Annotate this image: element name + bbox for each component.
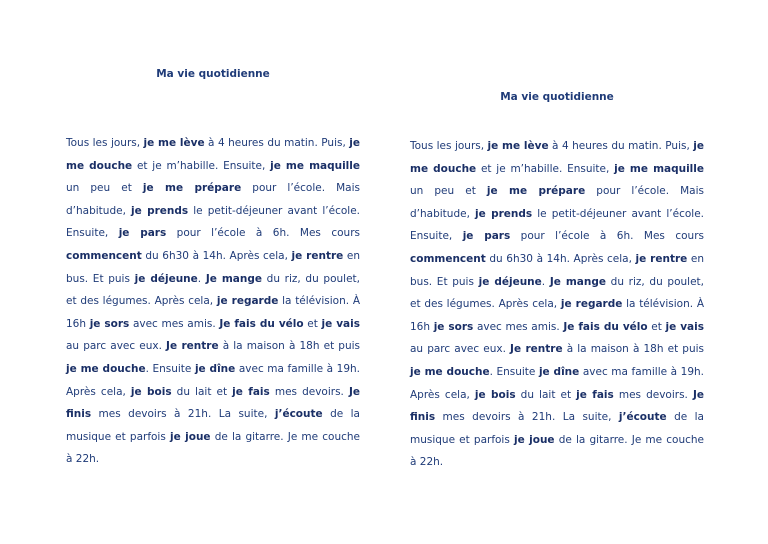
text-run: de la musique et parfois bbox=[66, 408, 360, 443]
text-run: du lait et bbox=[515, 388, 577, 401]
text-run: avec mes amis. bbox=[473, 320, 564, 333]
verb-highlight: je fais bbox=[232, 385, 270, 398]
verb-highlight: je vais bbox=[321, 317, 360, 330]
verb-highlight: Je mange bbox=[205, 272, 262, 285]
verb-highlight: je regarde bbox=[560, 298, 623, 311]
verb-highlight: je regarde bbox=[216, 295, 279, 308]
verb-highlight: je me lève bbox=[487, 140, 549, 152]
verb-highlight: commencent bbox=[410, 252, 486, 265]
verb-highlight: je prends bbox=[475, 207, 533, 220]
text-run: pour l’école. Mais d’habitude, bbox=[410, 185, 704, 220]
verb-highlight: je me douche bbox=[66, 362, 146, 375]
text-run: un peu et bbox=[66, 182, 143, 195]
verb-highlight: je vais bbox=[665, 320, 704, 333]
verb-highlight: je fais bbox=[576, 388, 614, 401]
text-run: et je m’habille. Ensuite, bbox=[476, 162, 615, 175]
verb-highlight: je me douche bbox=[66, 137, 360, 172]
verb-highlight: Je mange bbox=[549, 275, 606, 288]
verb-highlight: Je rentre bbox=[166, 340, 219, 353]
verb-highlight: je me prépare bbox=[142, 182, 242, 195]
text-run: du lait et bbox=[171, 385, 233, 398]
verb-highlight: je pars bbox=[462, 230, 511, 243]
text-run: à la maison à 18h et puis bbox=[562, 343, 705, 356]
text-run: à 4 heures du matin. Puis, bbox=[204, 137, 350, 149]
verb-highlight: je dîne bbox=[538, 365, 580, 378]
verb-highlight: je joue bbox=[169, 430, 211, 443]
document-paragraph bbox=[66, 132, 360, 471]
verb-highlight: je bois bbox=[474, 388, 516, 401]
verb-highlight: je rentre bbox=[635, 252, 688, 265]
text-run: du 6h30 à 14h. Après cela, bbox=[141, 249, 292, 262]
verb-highlight: je dîne bbox=[194, 362, 236, 375]
text-run: mes devoirs à 21h. La suite, bbox=[91, 408, 275, 421]
document-right bbox=[410, 89, 704, 474]
verb-highlight: je prends bbox=[131, 204, 189, 217]
verb-highlight: je sors bbox=[433, 320, 474, 333]
text-run: pour l’école à 6h. Mes cours bbox=[166, 227, 360, 240]
verb-highlight: Je rentre bbox=[510, 343, 563, 356]
text-run: . Ensuite bbox=[489, 365, 539, 378]
document-left bbox=[66, 66, 360, 471]
text-run: du 6h30 à 14h. Après cela, bbox=[485, 252, 636, 265]
text-run: et bbox=[647, 320, 666, 333]
verb-highlight: j’écoute bbox=[618, 411, 667, 424]
document-paragraph bbox=[410, 135, 704, 474]
verb-highlight: je me douche bbox=[410, 140, 704, 175]
verb-highlight: je me prépare bbox=[486, 185, 586, 198]
text-run: un peu et bbox=[410, 185, 487, 198]
text-run: la télévision. À 16h bbox=[66, 295, 361, 330]
text-run: Tous les jours, bbox=[66, 137, 144, 149]
text-run: en bus. Et puis bbox=[66, 249, 360, 285]
text-run: de la gitarre. Je me couche à 22h. bbox=[66, 430, 360, 466]
text-run: de la musique et parfois bbox=[410, 411, 704, 446]
text-run: en bus. Et puis bbox=[410, 252, 704, 288]
document-title: Ma vie quotidienne bbox=[156, 68, 270, 80]
verb-highlight: Je finis bbox=[66, 385, 360, 421]
text-run: à la maison à 18h et puis bbox=[218, 340, 361, 353]
verb-highlight: je me maquille bbox=[614, 162, 705, 175]
text-run: avec ma famille à 19h. Après cela, bbox=[66, 362, 361, 398]
text-run: Tous les jours, bbox=[410, 140, 488, 152]
verb-highlight: je joue bbox=[513, 433, 555, 446]
verb-highlight: Je finis bbox=[410, 388, 704, 424]
text-run: mes devoirs. bbox=[613, 388, 693, 401]
text-run: la télévision. À 16h bbox=[410, 298, 705, 333]
verb-highlight: je rentre bbox=[291, 249, 344, 262]
document-title: Ma vie quotidienne bbox=[500, 91, 614, 103]
text-run: au parc avec eux. bbox=[66, 340, 167, 353]
text-run: pour l’école. Mais d’habitude, bbox=[66, 182, 360, 217]
text-run: . bbox=[541, 275, 550, 288]
text-run: à 4 heures du matin. Puis, bbox=[548, 140, 694, 152]
verb-highlight: je déjeune bbox=[134, 272, 198, 285]
verb-highlight: je me lève bbox=[143, 137, 205, 149]
text-run: avec mes amis. bbox=[129, 317, 220, 330]
text-run: au parc avec eux. bbox=[410, 343, 511, 356]
text-run: avec ma famille à 19h. Après cela, bbox=[410, 365, 705, 401]
text-run: du riz, du poulet, et des légumes. Après cela, bbox=[410, 275, 704, 311]
text-run: et je m’habille. Ensuite, bbox=[132, 159, 271, 172]
text-run: et bbox=[303, 317, 322, 330]
text-run: . Ensuite bbox=[145, 362, 195, 375]
text-run: le petit-déjeuner avant l’école. Ensuite, bbox=[410, 207, 705, 243]
verb-highlight: je sors bbox=[89, 317, 130, 330]
verb-highlight: Je fais du vélo bbox=[563, 320, 648, 333]
text-run: . bbox=[197, 272, 206, 285]
text-run: de la gitarre. Je me couche à 22h. bbox=[410, 433, 704, 469]
verb-highlight: je pars bbox=[118, 227, 167, 240]
verb-highlight: je bois bbox=[130, 385, 172, 398]
text-run: du riz, du poulet, et des légumes. Après cela, bbox=[66, 272, 360, 308]
verb-highlight: je me maquille bbox=[270, 159, 361, 172]
verb-highlight: commencent bbox=[66, 249, 142, 262]
verb-highlight: Je fais du vélo bbox=[219, 317, 304, 330]
text-run: mes devoirs. bbox=[269, 385, 349, 398]
text-run: le petit-déjeuner avant l’école. Ensuite, bbox=[66, 204, 361, 240]
text-run: pour l’école à 6h. Mes cours bbox=[510, 230, 704, 243]
verb-highlight: je me douche bbox=[410, 365, 490, 378]
text-run: mes devoirs à 21h. La suite, bbox=[435, 411, 619, 424]
verb-highlight: je déjeune bbox=[478, 275, 542, 288]
verb-highlight: j’écoute bbox=[274, 408, 323, 421]
